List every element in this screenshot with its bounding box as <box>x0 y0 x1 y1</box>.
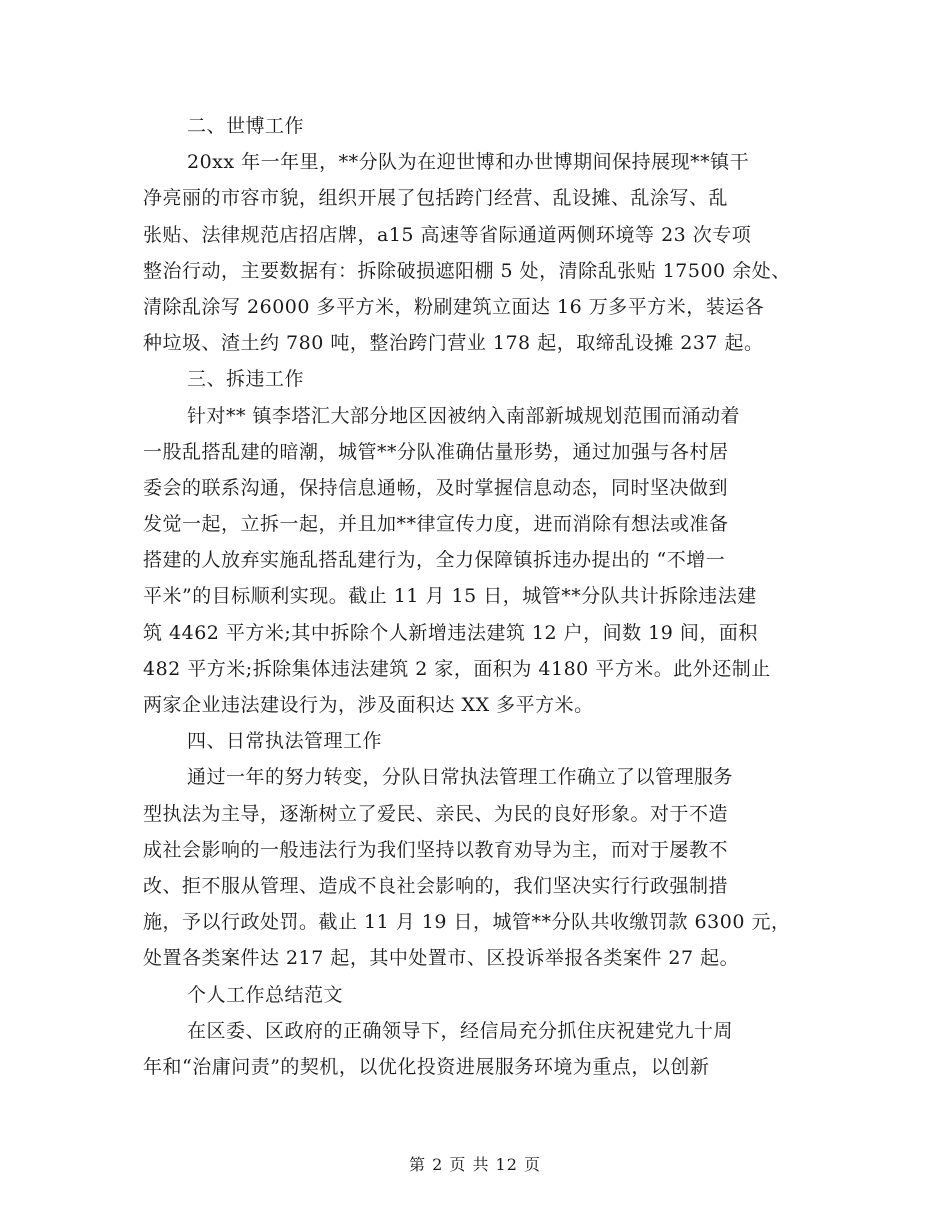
paragraph-line-first: 三、拆违工作 <box>187 368 305 391</box>
paragraph-line: 施，予以行政处罚。截止 11 月 19 日，城管**分队共收缴罚款 6300 元， <box>143 911 791 934</box>
paragraph-line: 改、拒不服从管理、造成不良社会影响的，我们坚决实行行政强制措 <box>143 874 729 897</box>
document-body <box>143 108 833 1085</box>
paragraph-line-first: 通过一年的努力转变，分队日常执法管理工作确立了以管理服务 <box>187 766 734 789</box>
paragraph-line: 委会的联系沟通，保持信息通畅，及时掌握信息动态，同时坚决做到 <box>143 476 729 499</box>
paragraph-line: 平米”的目标顺利实现。截止 11 月 15 日，城管**分队共计拆除违法建 <box>143 585 757 608</box>
paragraph-line-first: 针对** 镇李塔汇大部分地区因被纳入南部新城规划范围而涌动着 <box>187 404 741 427</box>
paragraph-line: 净亮丽的市容市貌，组织开展了包括跨门经营、乱设摊、乱涂写、乱 <box>143 187 729 210</box>
paragraph-line: 整治行动，主要数据有：拆除破损遮阳棚 5 处，清除乱张贴 17500 余处、 <box>143 259 791 282</box>
paragraph-line: 成社会影响的一般违法行为我们坚持以教育劝导为主，而对于屡教不 <box>143 838 729 861</box>
paragraph-line-first: 四、日常执法管理工作 <box>187 730 383 753</box>
paragraph-line: 清除乱涂写 26000 多平方米，粉刷建筑立面达 16 万多平方米，装运各 <box>143 295 765 318</box>
paragraph-line: 一股乱搭乱建的暗潮，城管**分队准确估量形势，通过加强与各村居 <box>143 440 729 463</box>
paragraph-line: 处置各类案件达 217 起，其中处置市、区投诉举报各类案件 27 起。 <box>143 947 740 970</box>
paragraph-line-first: 二、世博工作 <box>187 115 305 137</box>
paragraph-line: 型执法为主导，逐渐树立了爱民、亲民、为民的良好形象。对于不造 <box>143 802 729 825</box>
paragraph-line: 发觉一起，立拆一起，并且加**律宣传力度，进而消除有想法或准备 <box>143 513 729 536</box>
paragraph-line: 搭建的人放弃实施乱搭乱建行为，全力保障镇拆违办提出的 “不增一 <box>143 549 726 572</box>
page-number-footer: 第 2 页 共 12 页 <box>409 1155 541 1174</box>
paragraph-line: 张贴、法律规范店招店牌，a15 高速等省际通道两侧环境等 23 次专项 <box>143 223 752 246</box>
paragraph-line-first: 20xx 年一年里，**分队为在迎世博和办世博期间保持展现**镇干 <box>187 151 750 174</box>
paragraph-line: 482 平方米;拆除集体违法建筑 2 家，面积为 4180 平方米。此外还制止 <box>143 657 771 680</box>
paragraph-line-first: 在区委、区政府的正确领导下，经信局充分抓住庆祝建党九十周 <box>187 1019 734 1042</box>
paragraph-line: 筑 4462 平方米;其中拆除个人新增违法建筑 12 户，间数 19 间，面积 <box>143 621 758 644</box>
paragraph-line-first: 个人工作总结范文 <box>187 983 344 1006</box>
paragraph-line: 两家企业违法建设行为，涉及面积达 XX 多平方米。 <box>143 694 594 716</box>
paragraph-line: 种垃圾、渣土约 780 吨，整治跨门营业 178 起，取缔乱设摊 237 起。 <box>143 332 764 355</box>
paragraph-line: 年和“治庸问责”的契机，以优化投资进展服务环境为重点，以创新 <box>143 1055 710 1078</box>
